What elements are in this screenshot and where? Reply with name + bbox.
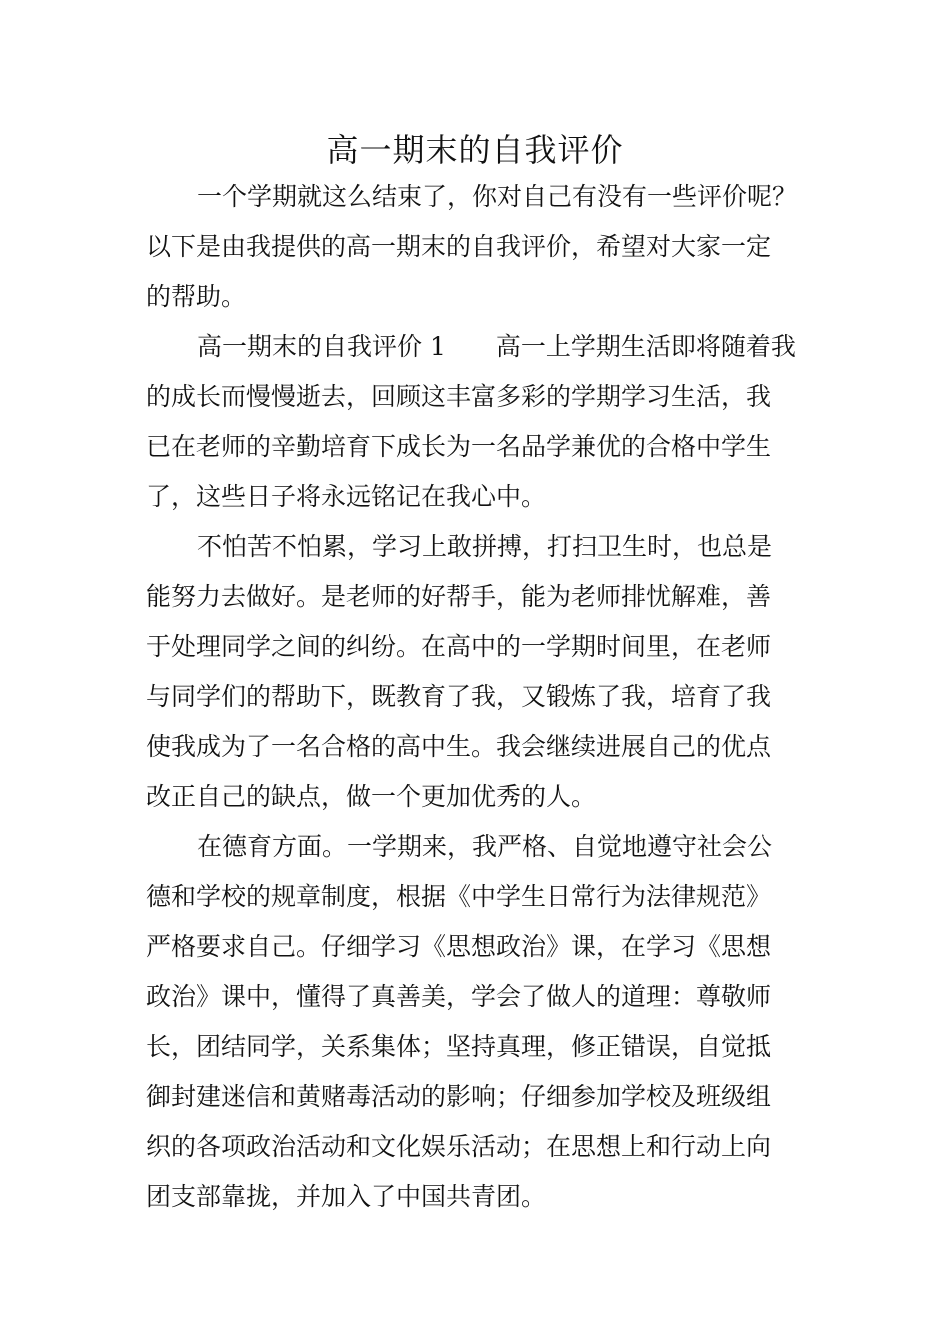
text-line: 改正自己的缺点，做一个更加优秀的人。 — [146, 782, 597, 811]
text-line: 德和学校的规章制度，根据《中学生日常行为法律规范》 — [146, 882, 772, 911]
text-line: 使我成为了一名合格的高中生。我会继续进展自己的优点 — [146, 732, 772, 761]
text-line: 政治》课中，懂得了真善美，学会了做人的道理：尊敬师 — [146, 982, 772, 1011]
text-line: 不怕苦不怕累，学习上敢拼搏，打扫卫生时，也总是 — [197, 532, 773, 561]
text-line: 高一期末的自我评价 1 高一上学期生活即将随着我 — [197, 332, 796, 361]
text-line: 严格要求自己。仔细学习《思想政治》课，在学习《思想 — [146, 932, 772, 961]
text-line: 御封建迷信和黄赌毒活动的影响；仔细参加学校及班级组 — [146, 1082, 772, 1111]
text-line: 一个学期就这么结束了，你对自己有没有一些评价呢？ — [197, 182, 798, 211]
text-line: 了，这些日子将永远铭记在我心中。 — [146, 482, 547, 511]
text-line: 在德育方面。一学期来，我严格、自觉地遵守社会公 — [197, 832, 773, 861]
text-line: 以下是由我提供的高一期末的自我评价，希望对大家一定 — [146, 232, 772, 261]
page-title: 高一期末的自我评价 — [326, 131, 624, 169]
text-line: 已在老师的辛勤培育下成长为一名品学兼优的合格中学生 — [146, 432, 772, 461]
text-line: 团支部靠拢，并加入了中国共青团。 — [146, 1182, 547, 1211]
text-line: 织的各项政治活动和文化娱乐活动；在思想上和行动上向 — [146, 1132, 772, 1161]
text-line: 于处理同学之间的纠纷。在高中的一学期时间里，在老师 — [146, 632, 772, 661]
text-line: 的帮助。 — [146, 282, 247, 311]
text-line: 的成长而慢慢逝去，回顾这丰富多彩的学期学习生活，我 — [146, 382, 772, 411]
text-line: 能努力去做好。是老师的好帮手，能为老师排忧解难，善 — [146, 582, 772, 611]
text-line: 长，团结同学，关系集体；坚持真理，修正错误，自觉抵 — [146, 1032, 772, 1061]
text-line: 与同学们的帮助下，既教育了我，又锻炼了我，培育了我 — [146, 682, 772, 711]
